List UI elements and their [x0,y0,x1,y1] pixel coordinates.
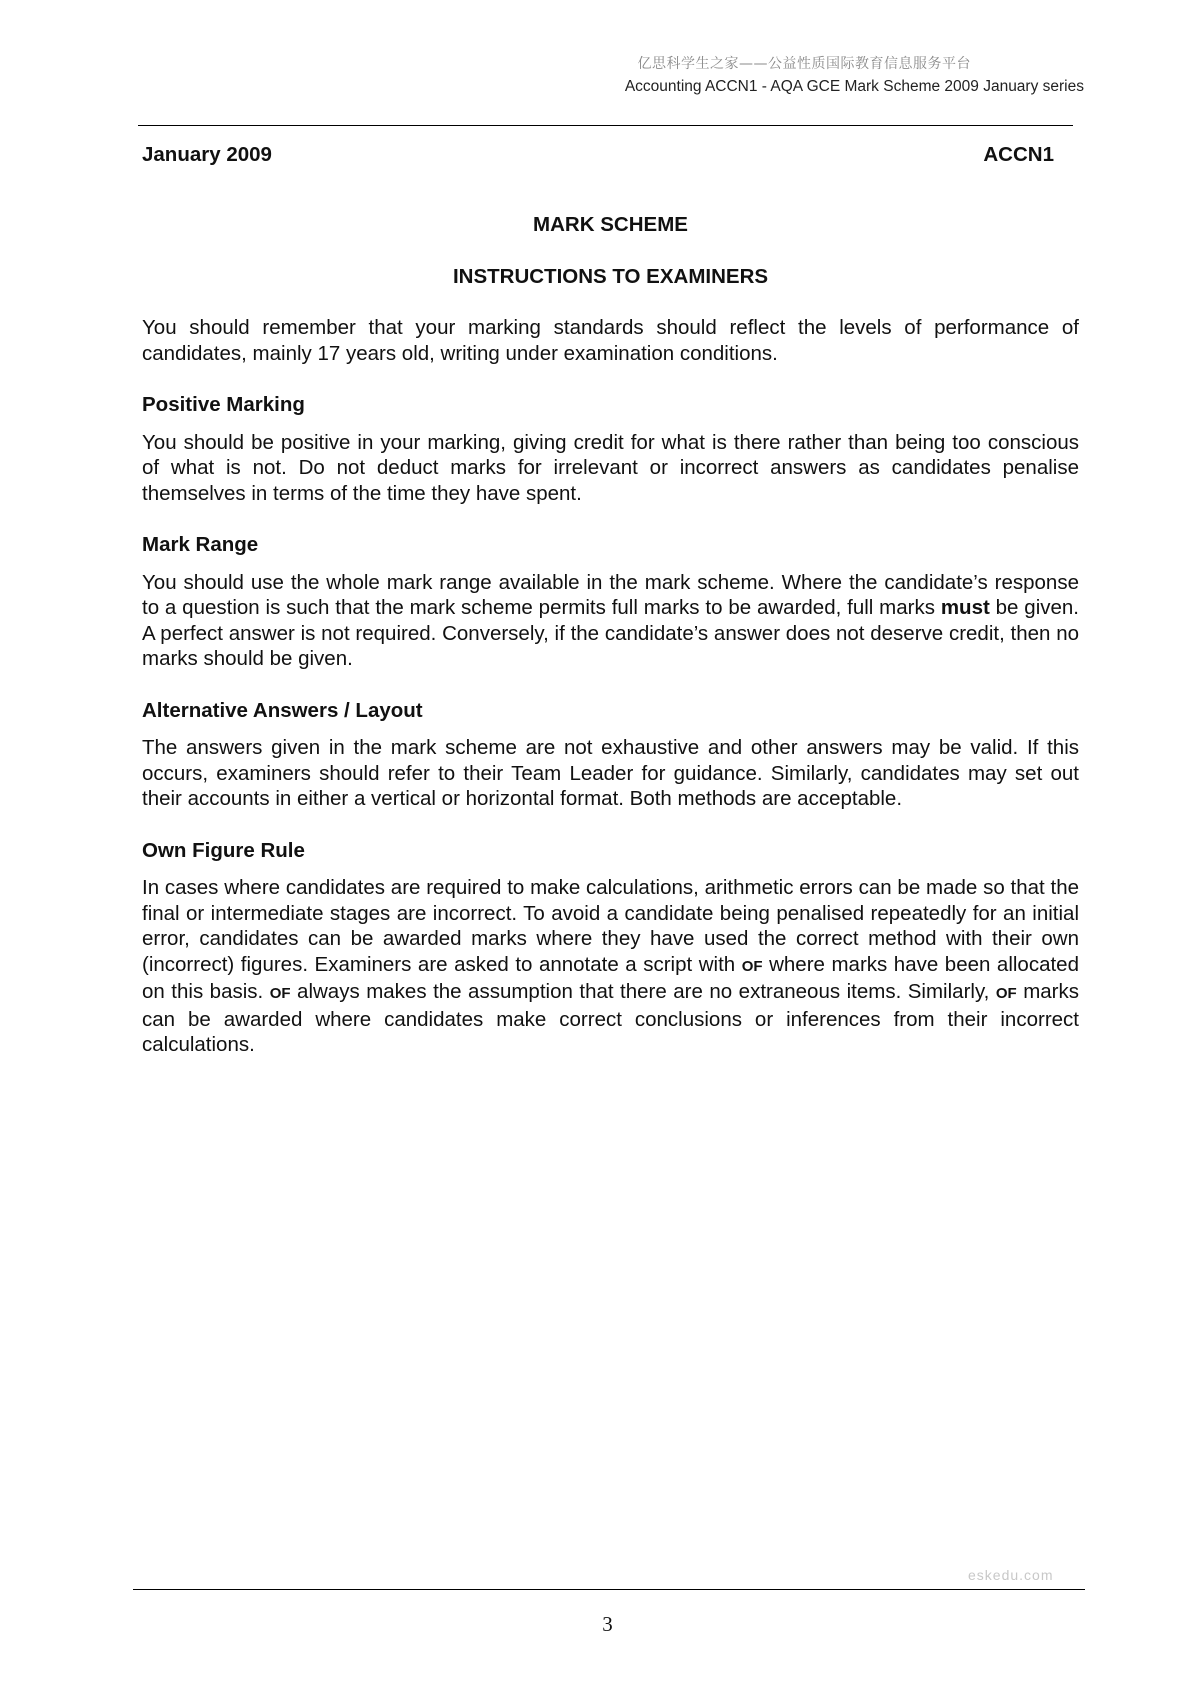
mark-range-text-part: be given. A perfect answer is not required. Conversely, if the candidate’s answer does not deserve credit, then no marks should be given. [142,596,1079,670]
date-code-row [142,143,1054,167]
own-figure-text-part: marks can be awarded where candidates make correct conclusions or inferences from their incorrect calculations. [142,980,1079,1056]
own-figure-text-part: In cases where candidates are required to make calculations, arithmetic errors can be made so that the final or intermediate stages are incorrect. To avoid a candidate being penalised repeatedly for an initial error, candidates can be awarded marks where they have used the correct method with their own (incorrect) figures. Examiners are asked to annotate a script with [142,876,1079,976]
section-text-own-figure-rule [142,875,1079,1058]
header-site-tagline: 亿思科学生之家——公益性质国际教育信息服务平台 [637,56,971,72]
exam-code: ACCN1 [983,143,1054,166]
page-number: 3 [602,1612,613,1636]
document-body [142,212,1079,1058]
section-heading-own-figure-rule: Own Figure Rule [142,838,305,862]
page-title: MARK SCHEME [533,213,688,236]
section-heading-mark-range: Mark Range [142,533,259,556]
section-text-positive-marking: You should be positive in your marking, giving credit for what is there rather than being too conscious of what is not. Do not deduct marks for irrelevant or incorrect answers as candidates penalise themselves in terms of the time they have spent. [142,430,1079,505]
own-figure-text-part: where marks have been allocated on this basis. [142,952,1079,1003]
intro-paragraph: You should remember that your marking standards should reflect the levels of performance of candidates, mainly 17 years old, writing under examination conditions. [142,316,1079,365]
mark-range-text-part: You should use the whole mark range available in the mark scheme. Where the candidate’s response to a question is such that the mark scheme permits full marks to be awarded, full marks [142,570,1079,619]
of-annotation-mark: OF [741,957,763,975]
section-heading-positive-marking: Positive Marking [142,393,305,416]
header-document-title: Accounting ACCN1 - AQA GCE Mark Scheme 2009 January series [624,78,1084,95]
exam-date: January 2009 [142,143,272,166]
section-heading-alternative-answers: Alternative Answers / Layout [142,698,423,722]
section-text-alternative-answers: The answers given in the mark scheme are not exhaustive and other answers may be valid. If this occurs, examiners should refer to their Team Leader for guidance. Similarly, candidates may set out their accounts in either a vertical or horizontal format. Both methods are acceptable. [142,736,1079,810]
section-text-mark-range [142,570,1079,672]
footer-rule [133,1589,1085,1590]
emphasis-must: must [940,596,990,619]
of-annotation-mark: OF [269,985,291,1002]
header-rule [138,125,1073,126]
page-subtitle: INSTRUCTIONS TO EXAMINERS [452,264,769,288]
of-annotation-mark: OF [995,985,1017,1002]
own-figure-text-part: always makes the assumption that there are no extraneous items. Similarly, [290,980,996,1003]
watermark: eskedu.com [968,1567,1054,1583]
